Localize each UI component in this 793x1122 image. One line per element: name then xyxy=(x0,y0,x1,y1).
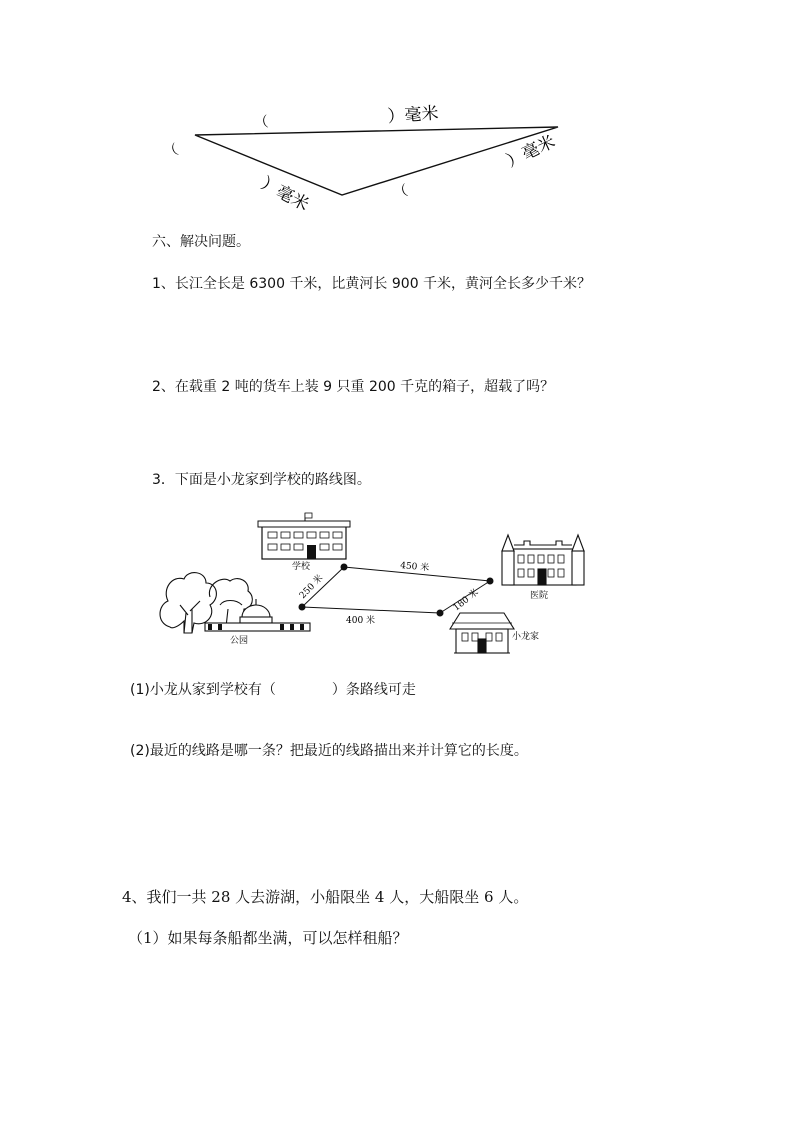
distance-school-hospital: 450 米 xyxy=(399,561,430,574)
node-hospital xyxy=(487,578,494,585)
label-home: 小龙家 xyxy=(512,632,540,642)
node-home xyxy=(437,610,444,617)
route-map xyxy=(150,505,590,665)
question-3-part-1: (1)小龙从家到学校有（ ）条路线可走 xyxy=(130,682,416,698)
label-left: ）毫米 xyxy=(257,173,313,216)
home-house-icon xyxy=(450,613,514,653)
label-hospital: 医院 xyxy=(530,591,549,601)
paren-bottom: （ xyxy=(391,182,410,202)
question-3: 3．下面是小龙家到学校的路线图。 xyxy=(152,472,371,488)
question-3-part-2: (2)最近的线路是哪一条？把最近的线路描出来并计算它的长度。 xyxy=(130,743,528,759)
label-park: 公园 xyxy=(230,636,249,646)
question-4-part-1: （1）如果每条船都坐满，可以怎样租船？ xyxy=(128,929,408,947)
school-building-icon xyxy=(258,513,350,559)
section-title: 六、解决问题。 xyxy=(152,234,250,250)
paren-top: （ xyxy=(253,114,270,132)
node-park xyxy=(299,604,306,611)
distance-park-home: 400 米 xyxy=(346,616,376,626)
question-2: 2、在载重 2 吨的货车上装 9 只重 200 千克的箱子，超载了吗？ xyxy=(152,379,555,395)
label-right: ）毫米 xyxy=(503,131,559,172)
route-park-home xyxy=(302,607,440,613)
question-4: 4、我们一共 28 人去游湖，小船限坐 4 人，大船限坐 6 人。 xyxy=(122,888,529,906)
distance-park-school: 250 米 xyxy=(297,573,326,602)
node-school xyxy=(341,564,348,571)
label-school: 学校 xyxy=(292,562,311,572)
triangle-shape xyxy=(195,127,558,195)
hospital-building-icon xyxy=(502,535,584,585)
distance-home-hospital: 180 米 xyxy=(451,587,481,614)
question-1: 1、长江全长是 6300 千米，比黄河长 900 千米，黄河全长多少千米？ xyxy=(152,276,592,292)
triangle-figure xyxy=(150,95,590,225)
paren-left: （ xyxy=(161,141,181,162)
label-top: ）毫米 xyxy=(386,103,440,127)
